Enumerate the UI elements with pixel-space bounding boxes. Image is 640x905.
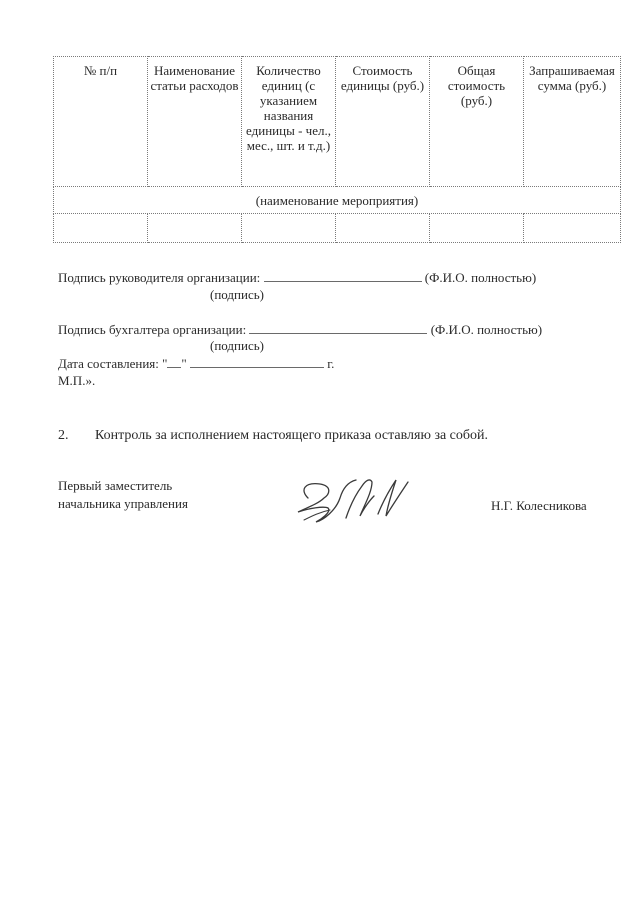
header-cell [430, 57, 524, 187]
header-number: № п/п [83, 63, 118, 78]
cost-estimate-table [53, 56, 621, 243]
header-item-name: Наименование статьи расходов [150, 63, 239, 93]
header-cell [148, 57, 242, 187]
header-quantity: Количество единиц (с указанием названия единицы - чел., мес., шт. и т.д.) [246, 63, 331, 153]
header-requested-sum: Запрашиваемая сумма (руб.) [529, 63, 615, 93]
date-day-blank [167, 356, 181, 368]
date-quote: " [181, 356, 187, 371]
date-label: Дата составления: " [58, 356, 168, 371]
accountant-signature-caption: (подпись) [210, 338, 264, 353]
accountant-signature-label: Подпись бухгалтера организации: [58, 322, 247, 337]
date-line [58, 356, 334, 371]
header-cell [524, 57, 621, 187]
stamp-place: М.П.». [58, 373, 96, 388]
signer-position-line1: Первый заместитель [58, 478, 173, 493]
table-row [54, 187, 621, 214]
accountant-fio-caption: (Ф.И.О. полностью) [430, 322, 543, 337]
header-total-cost: Общая стоимость (руб.) [447, 63, 506, 108]
accountant-signature-line [58, 322, 542, 337]
date-year-suffix: г. [327, 356, 335, 371]
director-fio-caption: (Ф.И.О. полностью) [424, 270, 537, 285]
table-cell [430, 214, 524, 243]
table-header-row [54, 57, 621, 187]
header-unit-cost: Стоимость единицы (руб.) [340, 63, 425, 93]
header-cell [54, 57, 148, 187]
director-signature-line [58, 270, 536, 285]
director-signature-label: Подпись руководителя организации: [58, 270, 261, 285]
table-cell [524, 214, 621, 243]
clause-text: Контроль за исполнением настоящего приказа оставляю за собой. [95, 428, 489, 443]
header-cell [336, 57, 430, 187]
table-cell [54, 214, 148, 243]
table-cell [336, 214, 430, 243]
signer-name: Н.Г. Колесникова [491, 498, 587, 513]
director-signature-blank [264, 270, 422, 282]
table-cell [148, 214, 242, 243]
event-name-cell: (наименование мероприятия) [54, 187, 621, 214]
table-cell [242, 214, 336, 243]
accountant-signature-blank [249, 322, 427, 334]
signer-position-line2: начальника управления [58, 496, 188, 511]
clause-number: 2. [58, 428, 69, 443]
handwritten-signature [290, 468, 420, 530]
table-row [54, 214, 621, 243]
header-cell [242, 57, 336, 187]
director-signature-caption: (подпись) [210, 287, 264, 302]
date-month-blank [190, 356, 324, 368]
